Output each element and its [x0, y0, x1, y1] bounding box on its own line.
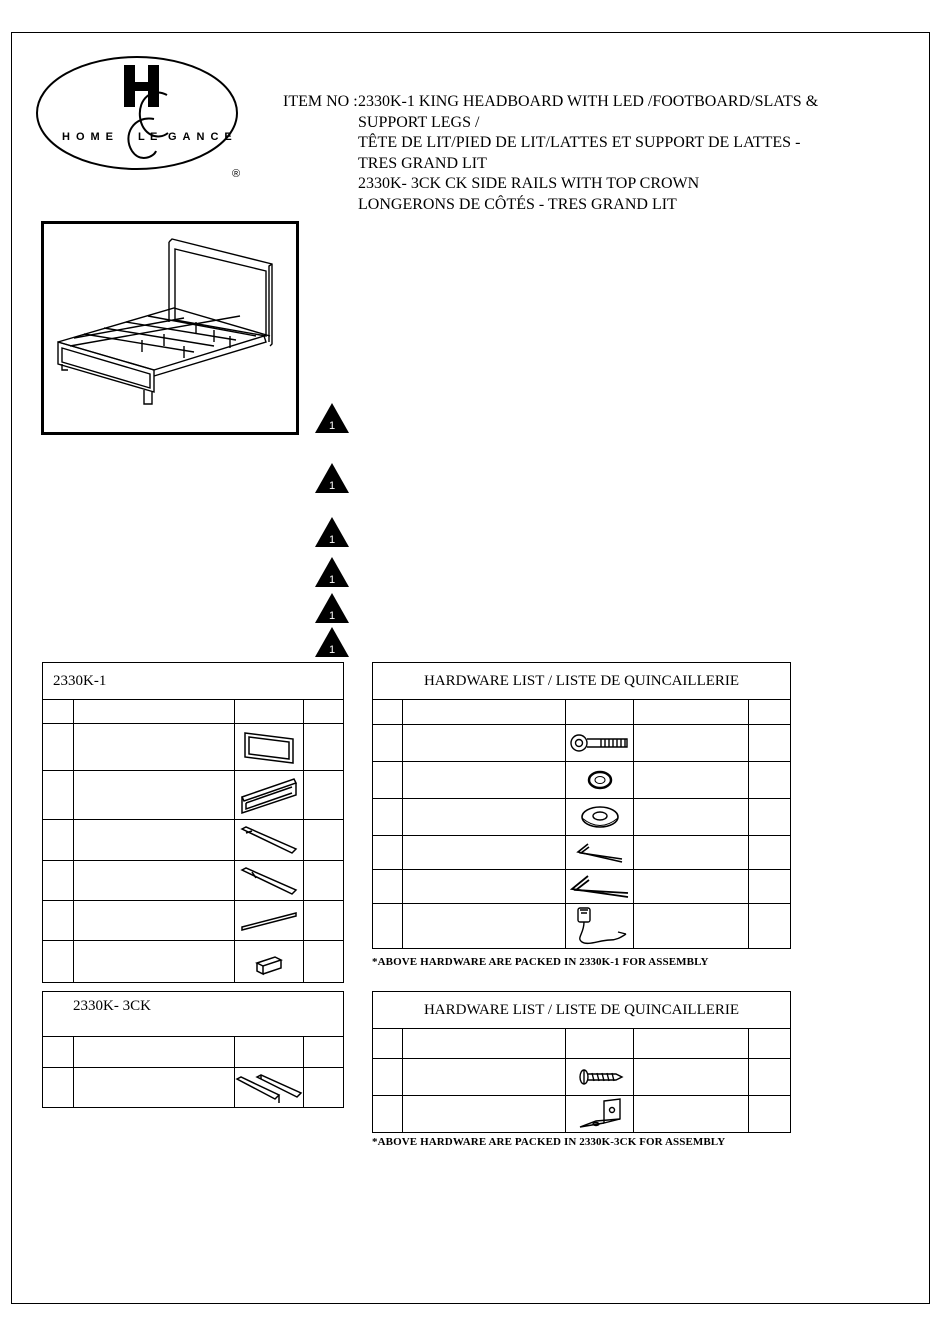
hardware-table-2: [372, 991, 791, 1133]
slat-long-icon: [235, 861, 304, 901]
warning-icon: [314, 402, 350, 434]
l-bracket-icon: [566, 1096, 634, 1133]
support-leg-icon: [235, 941, 304, 983]
item-description: [283, 92, 843, 215]
svg-text:®: ®: [232, 168, 241, 180]
hardware-note-1: *ABOVE HARDWARE ARE PACKED IN 2330K-1 FOR ASSEMBLY: [372, 956, 709, 968]
support-rail-icon: [235, 901, 304, 941]
warning-icon: [314, 626, 350, 658]
hardware-list-title: HARDWARE LIST / LISTE DE QUINCAILLERIE: [373, 663, 791, 700]
headboard-panel-icon: [235, 724, 304, 771]
parts-table-title: 2330K-1: [43, 663, 344, 700]
svg-text:1: 1: [328, 574, 336, 586]
slat-icon: [235, 820, 304, 861]
item-no-label: ITEM NO :: [283, 93, 358, 110]
bolt-icon: [566, 725, 634, 762]
warning-icon: [314, 462, 350, 494]
svg-text:E: E: [150, 131, 158, 143]
item-line-3: TÊTE DE LIT/PIED DE LIT/LATTES ET SUPPORT DE LATTES -: [358, 134, 801, 151]
svg-text:GANCE: GANCE: [168, 131, 238, 143]
svg-text:L: L: [138, 131, 145, 143]
side-rails-icon: [235, 1068, 304, 1108]
item-line-1: 2330K-1 KING HEADBOARD WITH LED /FOOTBOARD/SLATS &: [358, 93, 819, 110]
parts-table-title: 2330K- 3CK: [43, 992, 344, 1037]
power-adapter-icon: [566, 904, 634, 949]
allen-key-small-icon: [566, 836, 634, 870]
warning-icon: [314, 592, 350, 624]
item-line-6: LONGERONS DE CÔTÉS - TRES GRAND LIT: [358, 195, 677, 213]
flat-washer-icon: [566, 799, 634, 836]
bed-illustration: [41, 221, 299, 435]
hardware-note-2: *ABOVE HARDWARE ARE PACKED IN 2330K-3CK FOR ASSEMBLY: [372, 1136, 726, 1148]
warning-icon: [314, 556, 350, 588]
svg-text:1: 1: [328, 480, 336, 492]
item-line-5: 2330K- 3CK CK SIDE RAILS WITH TOP CROWN: [358, 175, 700, 192]
lock-washer-icon: [566, 762, 634, 799]
allen-key-large-icon: [566, 870, 634, 904]
homelegance-logo: [34, 55, 249, 185]
parts-table-2330k-1: [42, 662, 344, 983]
warning-icon: [314, 516, 350, 548]
svg-text:1: 1: [328, 610, 336, 622]
item-line-2: SUPPORT LEGS /: [358, 113, 480, 131]
svg-text:1: 1: [328, 420, 336, 432]
hardware-table-1: [372, 662, 791, 949]
svg-text:HOME: HOME: [62, 131, 119, 143]
hardware-list-title: HARDWARE LIST / LISTE DE QUINCAILLERIE: [373, 992, 791, 1029]
wood-screw-icon: [566, 1059, 634, 1096]
item-line-4: TRES GRAND LIT: [358, 154, 487, 172]
footboard-icon: [235, 771, 304, 820]
parts-table-2330k-3ck: [42, 991, 344, 1108]
svg-text:1: 1: [328, 644, 336, 656]
svg-text:1: 1: [328, 534, 336, 546]
